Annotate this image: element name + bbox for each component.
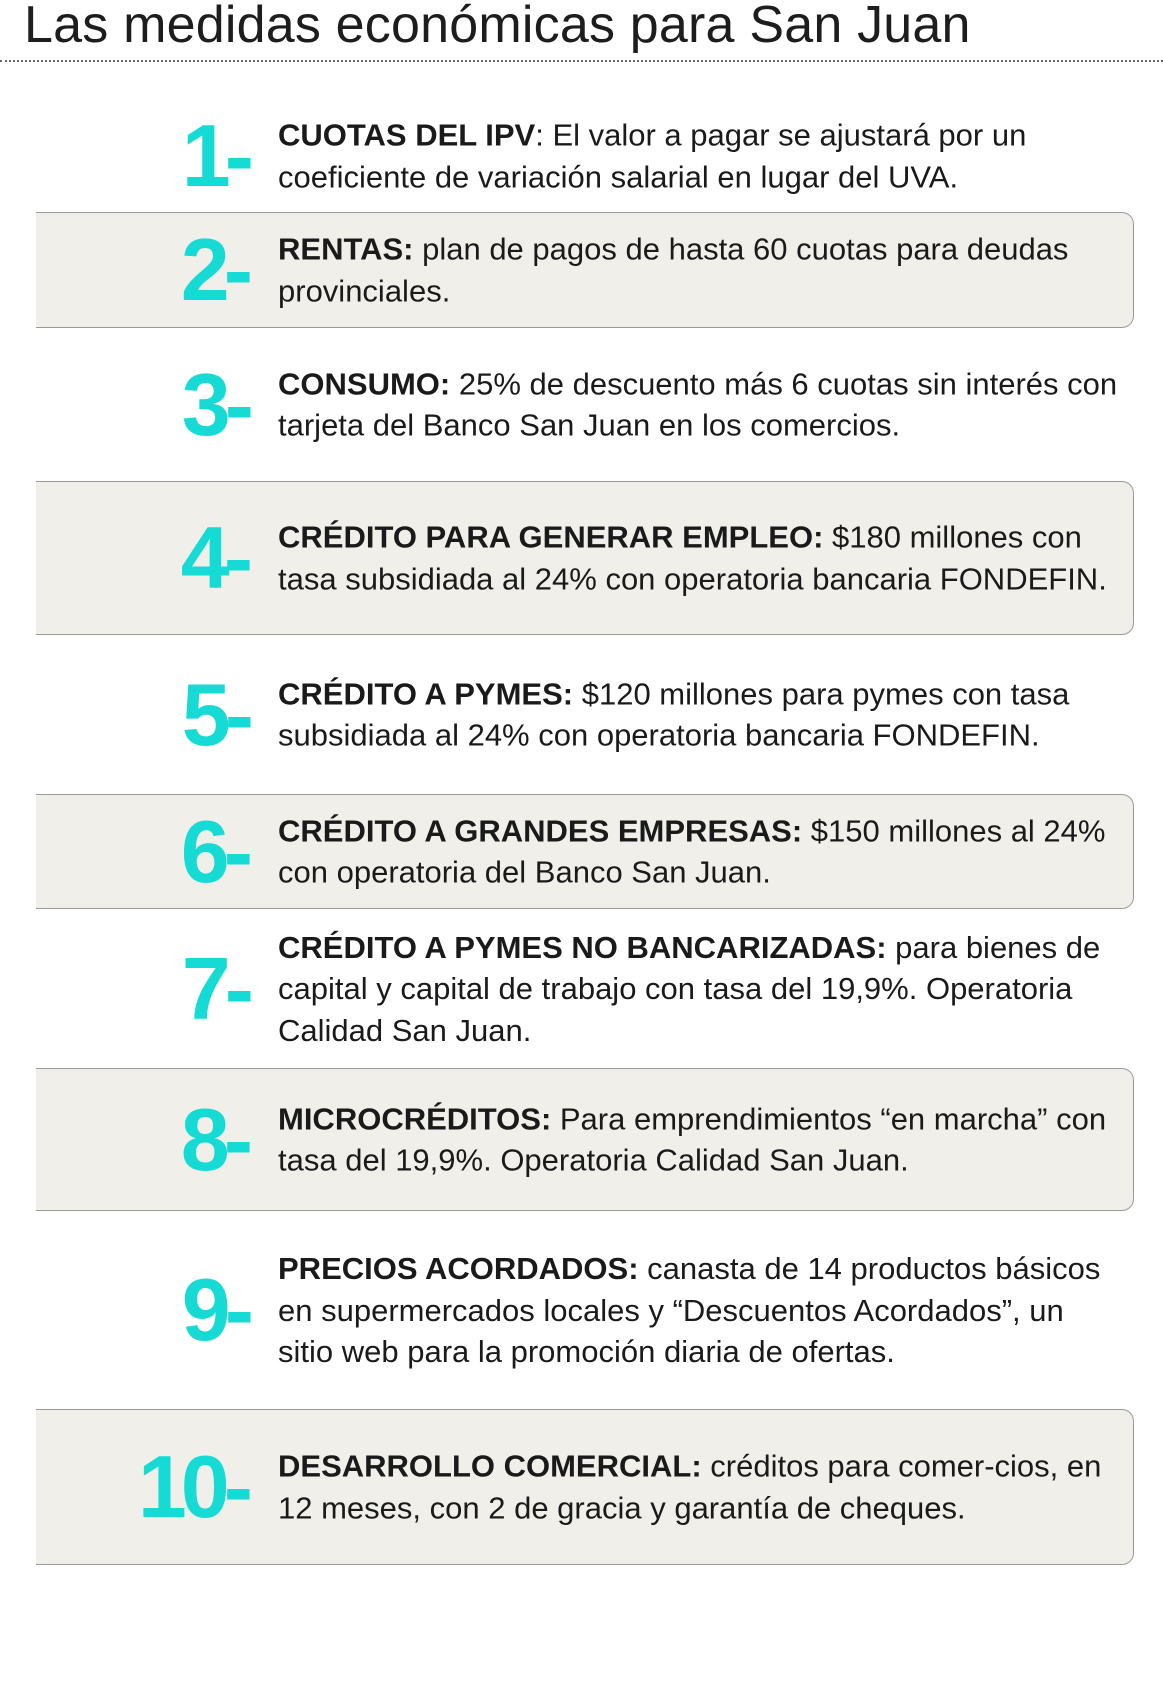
item-description: $120 millones para pymes con tasa subsidiada al 24% con operatoria bancaria FONDEFIN. [278,676,1070,753]
item-number: 5- [181,664,248,764]
item-description: canasta de 14 productos básicos en supermercados locales y “Descuentos Acordados”, un sitio web para la promoción diaria de ofertas. [278,1250,1101,1369]
item-description: : El valor a pagar se ajustará por un coeficiente de variación salarial en lugar del UVA. [278,117,1027,194]
item-text [278,673,1118,756]
item-label: CRÉDITO PARA GENERAR EMPLEO: [278,519,824,555]
item-label: CONSUMO: [278,366,451,401]
item-text [278,926,1118,1051]
item-number: 7- [181,938,248,1038]
item-text [278,1446,1118,1529]
measure-item-6 [36,794,1134,909]
item-label: PRECIOS ACORDADOS: [278,1250,639,1286]
item-number: 10- [137,1437,247,1536]
item-label: MICROCRÉDITOS: [278,1101,552,1136]
item-text [278,229,1118,312]
title-divider [0,60,1163,62]
item-number: 9- [181,1260,248,1359]
item-text [278,363,1118,446]
measure-item-1 [36,100,1134,212]
item-number: 4- [180,508,247,607]
item-label: DESARROLLO COMERCIAL: [278,1448,702,1484]
item-number: 8- [180,1089,247,1189]
measure-item-4 [36,481,1134,635]
measure-item-5 [36,635,1134,794]
measure-item-7 [36,909,1134,1068]
item-description: 25% de descuento más 6 cuotas sin interés con tarjeta del Banco San Juan en los comercios. [278,366,1118,443]
item-number: 1- [181,106,248,205]
item-text [278,517,1118,600]
measure-item-10 [36,1409,1134,1565]
item-description: $180 millones con tasa subsidiada al 24% con operatoria bancaria FONDEFIN. [278,519,1107,596]
measure-item-9 [36,1211,1134,1409]
item-label: CRÉDITO A PYMES: [278,676,574,711]
item-label: CRÉDITO A PYMES NO BANCARIZADAS: [278,929,887,965]
item-text [278,1098,1118,1181]
item-description: $150 millones al 24% con operatoria del Banco San Juan. [278,813,1106,890]
page-title: Las medidas económicas para San Juan [24,0,971,54]
item-number: 3- [181,354,248,454]
measure-item-2 [36,212,1134,328]
measure-item-8 [36,1068,1134,1211]
item-description: plan de pagos de hasta 60 cuotas para deudas provinciales. [278,231,1069,308]
item-label: CRÉDITO A GRANDES EMPRESAS: [278,813,803,848]
item-description: para bienes de capital y capital de trabajo con tasa del 19,9%. Operatoria Calidad San Juan. [278,929,1101,1048]
item-text [278,1248,1118,1373]
item-number: 6- [180,801,247,901]
item-text [278,810,1118,893]
item-number: 2- [180,220,247,319]
item-description: Para emprendimientos “en marcha” con tasa del 19,9%. Operatoria Calidad San Juan. [278,1101,1107,1178]
item-text [278,115,1118,198]
measure-item-3 [36,328,1134,481]
item-label: CUOTAS DEL IPV [278,117,536,153]
item-description: créditos para comer-cios, en 12 meses, con 2 de gracia y garantía de cheques. [278,1448,1102,1525]
item-label: RENTAS: [278,231,414,267]
